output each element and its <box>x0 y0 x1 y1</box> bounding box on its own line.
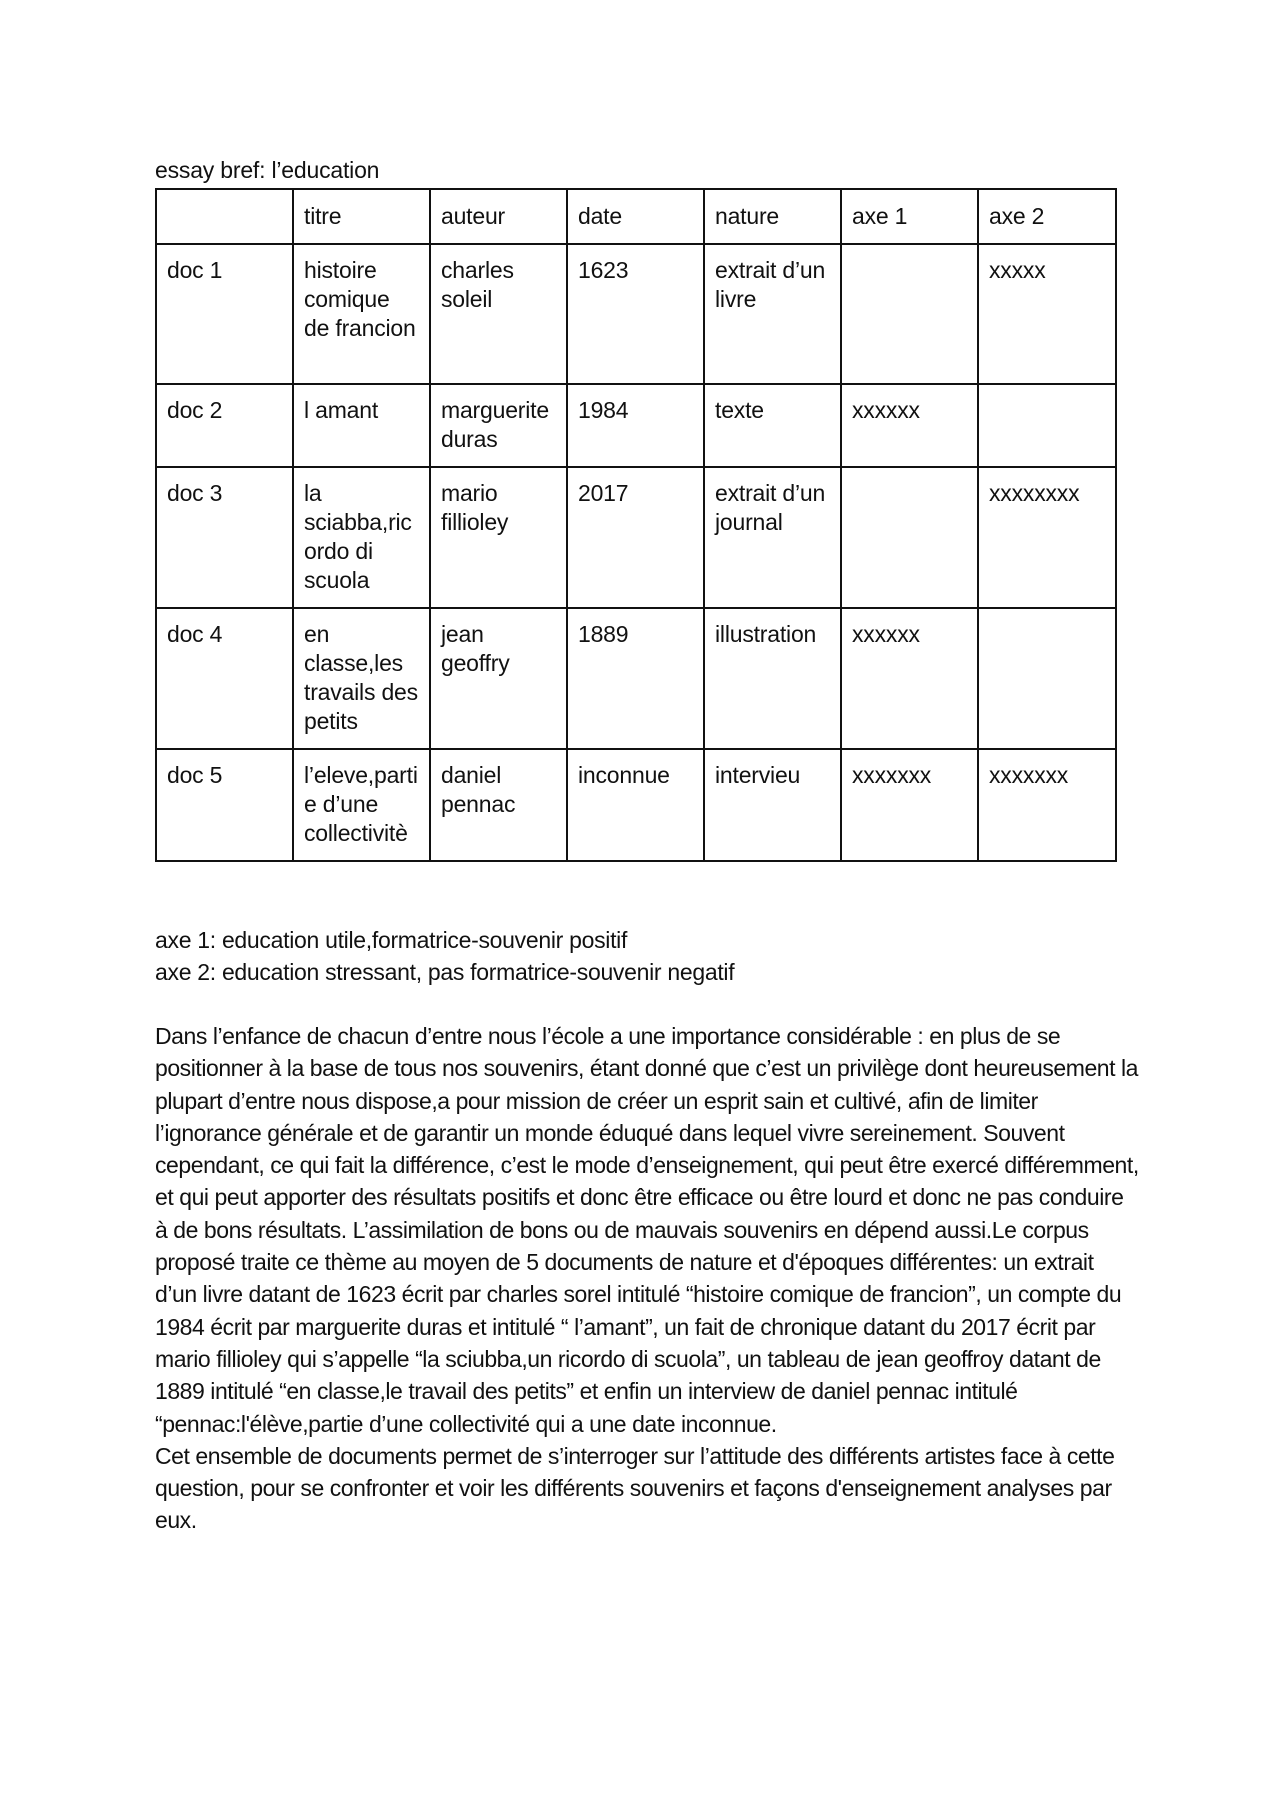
table-row <box>156 244 1116 384</box>
cell-auteur: mario fillioley <box>430 467 567 608</box>
cell-date: 2017 <box>567 467 704 608</box>
table-row <box>156 467 1116 608</box>
cell-titre: l amant <box>293 384 430 467</box>
cell-nature: intervieu <box>704 749 841 861</box>
table-row <box>156 749 1116 861</box>
cell-axe-1 <box>841 244 978 384</box>
cell-axe-2: xxxxxxxx <box>978 467 1116 608</box>
essay-body <box>155 1020 1140 1537</box>
header-cell-nature: nature <box>704 189 841 244</box>
cell-axe-2 <box>978 608 1116 749</box>
table-row <box>156 608 1116 749</box>
cell-nature: texte <box>704 384 841 467</box>
cell-titre: l’eleve,partie d’une collectivitè <box>293 749 430 861</box>
table-row <box>156 384 1116 467</box>
cell-date: inconnue <box>567 749 704 861</box>
cell-auteur: jean geoffry <box>430 608 567 749</box>
essay-paragraph-problematic: Cet ensemble de documents permet de s’interroger sur l’attitude des différents artistes face à cette question, pour se confronter et voir les différents souvenirs et façons d'enseignement analyses par eux. <box>155 1442 1115 1534</box>
cell-axe-2: xxxxxxx <box>978 749 1116 861</box>
cell-doc: doc 2 <box>156 384 293 467</box>
cell-nature: extrait d’un journal <box>704 467 841 608</box>
cell-auteur: marguerite duras <box>430 384 567 467</box>
cell-titre: histoire comique de francion <box>293 244 430 384</box>
document-title: essay bref: l’education <box>155 157 380 183</box>
cell-axe-1 <box>841 467 978 608</box>
documents-table <box>155 188 1117 862</box>
cell-axe-1: xxxxxx <box>841 608 978 749</box>
cell-date: 1623 <box>567 244 704 384</box>
cell-axe-2: xxxxx <box>978 244 1116 384</box>
table-header-row <box>156 189 1116 244</box>
axe-2-definition: axe 2: education stressant, pas formatrice-souvenir negatif <box>155 959 735 985</box>
cell-titre: la sciabba,ricordo di scuola <box>293 467 430 608</box>
cell-date: 1889 <box>567 608 704 749</box>
cell-doc: doc 1 <box>156 244 293 384</box>
cell-date: 1984 <box>567 384 704 467</box>
header-cell-date: date <box>567 189 704 244</box>
essay-paragraph-intro: Dans l’enfance de chacun d’entre nous l’école a une importance considérable : en plus de se positionner à la base de tous nos souvenirs, étant donné que c’est un privilège dont heureusement la plupart d’entre nous dispose,a pour mission de créer un esprit sain et cultivé, afin de limiter l’ignorance générale et de garantir un monde éduqué dans lequel vivre sereinement. Souvent cependant, ce qui fait la différence, c’est le mode d’enseignement, qui peut être exercé différemment, et qui peut apporter des résultats positifs et donc être efficace ou être lourd et donc ne pas conduire à de bons résultats. L’assimilation de bons ou de mauvais souvenirs en dépend aussi.Le corpus proposé traite ce thème au moyen de 5 documents de nature et d'époques différentes: un extrait d’un livre datant de 1623 écrit par charles sorel intitulé “histoire comique de francion”, un compte du 1984 écrit par marguerite duras et intitulé “ l’amant”, un fait de chronique datant du 2017 écrit par mario fillioley qui s’appelle “la sciubba,un ricordo di scuola”, un tableau de jean geoffroy datant de 1889 intitulé “en classe,le travail des petits” et enfin un interview de daniel pennac intitulé “pennac:l'élève,partie d’une collectivité qui a une date inconnue. <box>155 1023 1139 1437</box>
cell-auteur: charles soleil <box>430 244 567 384</box>
header-cell-axe-2: axe 2 <box>978 189 1116 244</box>
cell-titre: en classe,les travails des petits <box>293 608 430 749</box>
cell-nature: extrait d’un livre <box>704 244 841 384</box>
header-cell-auteur: auteur <box>430 189 567 244</box>
cell-doc: doc 5 <box>156 749 293 861</box>
cell-nature: illustration <box>704 608 841 749</box>
header-cell-titre: titre <box>293 189 430 244</box>
cell-auteur: daniel pennac <box>430 749 567 861</box>
axes-definitions <box>155 924 734 988</box>
axe-1-definition: axe 1: education utile,formatrice-souvenir positif <box>155 927 628 953</box>
header-cell-empty <box>156 189 293 244</box>
cell-doc: doc 4 <box>156 608 293 749</box>
cell-axe-2 <box>978 384 1116 467</box>
header-cell-axe-1: axe 1 <box>841 189 978 244</box>
cell-doc: doc 3 <box>156 467 293 608</box>
cell-axe-1: xxxxxxx <box>841 749 978 861</box>
cell-axe-1: xxxxxx <box>841 384 978 467</box>
